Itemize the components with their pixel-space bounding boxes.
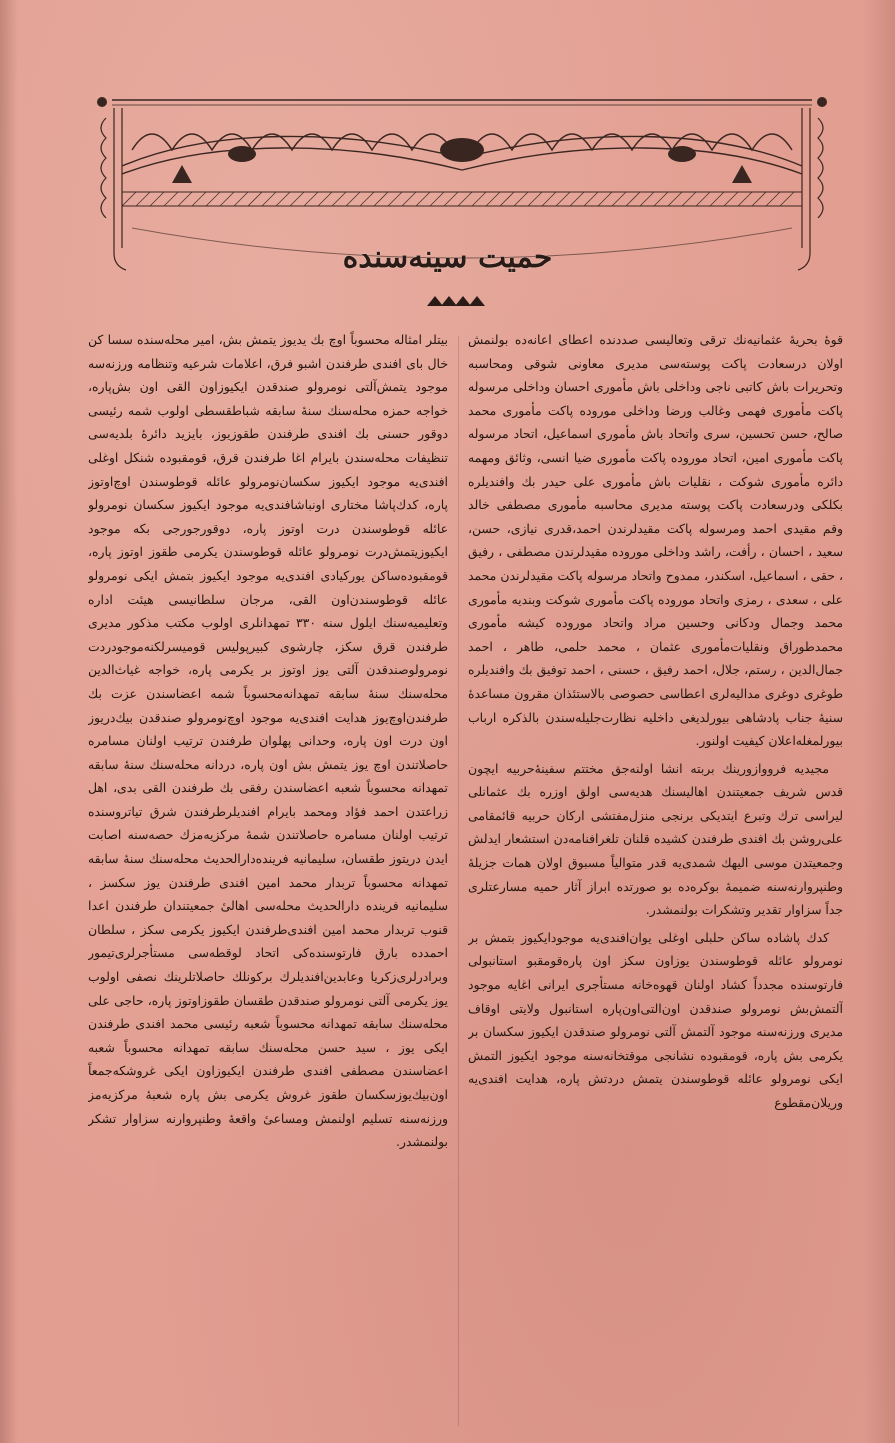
page-title: حمیت سینه‌سنده xyxy=(342,240,553,275)
left-column xyxy=(88,328,448,1428)
paragraph: مجیدیه فرووازورینك بربته انشا اولنه‌جق مختتم سفینهٔ‌حربیه ایچون قدس شریف جمعیتندن اهالیسنك هدیه‌سی اولق اوزره بك عثمانلی لیراسی ترك وتبرع ایتدیکی برنجی منزل‌مفتشی ارکان حربیه قائمقامی علی‌روشن بك افندی طرفندن کشیده قلنان تلغرافنامه‌دن استشعار ایدلش وجمعیتدن موسی الیهك شمدی‌یه قدر متوالیاً مسبوق اولان همات جزیلهٔ وطنپروارنه‌سنه ضمیمهٔ بوکره‌ده بو صورتده ابراز آثار حمیه مسارعتلری جداً سزاوار تقدیر وتشکرات بولنمشدر. xyxy=(468,760,843,918)
right-column xyxy=(468,328,843,1428)
paragraph: بیتلر امثاله محسوباً اوچ بك یدیوز یتمش بش، امیر محله‌سنده سسا کن خال بای افندی طرفندن اشبو فرق، اعلامات شرعیه وتنظامه ورزنه‌سه موجود یتمش‌آلتی نومرولو صندقدن ایکیوزاون القی اون بش‌پاره، خواجه حمزه محله‌سنك سنهٔ سابقه شباطقسطی اولوب شمه رئیسی دوقور حسنی بك افندی طرفندن طقوزیوز، بایزید دائرهٔ بلدیه‌سی تنظیفات محله‌سندن بایرام اغا طرفندن قرق، قومقبوده شنکل اوغلی افندی‌یه موجود ایکیوز سکسان‌نومرولو عائله قوطوسندن اوچ‌اوتوز پاره، کدك‌پاشا مختاری اونباشافندی‌یه موجود ایکیوز سکسان نومرولو عائله قوطوسندن درت اوتوز پاره، دوقورجورجی بکه موجود ایکیوزیتمش‌درت نومرولو عائله قوطوسندن یکرمی طقوز اوتوز پاره، قومقبوده‌ساکن یورکیادی افندی‌یه موجود ایکیوز بتمش ایکی نومرولو عائله قوطوسندن‌اون القی، مرجان سلطانیسی هیئت اداره وتعلیمیه‌سنك ایلول سنه ۳۳۰ تمهدانلری اولوب مکتب مذکور مدیری طرفندن قرق سکز، چارشوی کبیرپولیس قومیسرلکنه‌موجودردت نومرولوصندقدن آلتی یوز اوتوز بر یکرمی پاره، خواجه غیاث‌الدین محله‌سنك سنهٔ سابقه تمهدانه‌محسوباً شمه اعضاسندن عزت بك طرفندن‌اوچ‌یوز هدایت افندی‌یه موجود اوچ‌نومرولو صندقدن بیك‌دریوز اون درت اون پاره، وحدانی پهلوان طرفندن ترتیب اولنان مسامره حاصلاتندن اوچ یوز یتمش بش اون پاره، دردانه محله‌سنك سنهٔ سابقه تمهدانه محسوباً شعبه اعضاسندن رفقی بك طرفندن القی بدی، اهل زراعتدن احمد فؤاد ومحمد بایرام افندیلرطرفندن شرق تیاتروسنده ترتیب اولنان مسامره حاصلاتندن شمهٔ مرکزیه‌مزك حصه‌سنه اصابت ایدن دریتوز طقسان، سلیمانیه فرینده‌دارالحدیث محله‌سنك سنهٔ سابقه تمهدانه محسوباً تربدار محمد امین افندی طرفندن یوز سکسز ، سلیمانیه فرینده دارالحدیث محله‌سی اهالیٔ جمعیتندان طرفندن اعدا قنوب تربدار محمد امین افندی‌طرفندن ایکیوز یکرمی سکز ، سلطان احمدده بارق فارتوسنده‌کی اتحاد لوقطه‌سی مستأجرلری‌تیمور وبرادرلری‌زکریا وعابدین‌افندیلرك برکونلك حاصلاتلرینك نصفی اولوب یوز یکرمی آلتی نومرولو صندقدن طقسان طقوز‌اوتوز پاره، حاجی علی محله‌سنك سابقه تمهدانه محسوباً شعبه رئیسی محمد افندی طرفندن ایکی یوز ، سید حسن محله‌سنك سابقه تمهدانه محسوباً شعبه اعضاسندن مصطفی افندی طرفندن ایکیوزاون ایکی غروشکه‌جمعاً اون‌بیك‌یوزسکسان طقوز غروش یکرمی بش پاره شعبهٔ مرکزیه‌مز ورزنه‌سنه تسلیم اولنمش ومساعیٔ واقعهٔ وطنپروارنه سزاوار تشکر بولنمشدر. xyxy=(88,332,448,1150)
paragraph: قوهٔ بحریهٔ عثمانیه‌نك ترقی وتعالیسی صددنده اعطای اعانه‌ده بولنمش اولان درسعادت پاکت پوسته‌سی مدیری معاونی شوقی ومحاسبه وتحریرات باش کاتبی ناجی وداخلی باش مأموری احسان وداخلی مرسوله پاکت مأموری فهمی وغالب ورضا وداخلی موروده پاکت مأموری محمد صالح، حسن تحسین، سری واتحاد باش مأموری اسماعیل، اتحاد مرسوله پاکت مأموری امین، اتحاد موروده پاکت مأموری ضیا انسی، وثائق ومهمه دائره مأموری شوکت ، نقلیات باش مأموری علی حیدر بك وافندیلره بکلکی ودرسعادت پاکت پوسته مدیری محاسبه مأموری مصطفی خالد وقم مقیدی احمد ومرسوله پاکت مقیدلرندن احمد،قدری نیازی، حسن، سعید ، احسان ، رأفت، راشد وداخلی موروده مقیدلرندن مصطفی ، رفیق ، حقی ، اسماعیل، اسکندر، ممدوح واتحاد مرسوله پاکت مقیدلرندن محمد علی ، سعدی ، رمزی واتحاد موروده پاکت مأموری شوکت وبندیه مأموری محمد وجمال ودکانی وحسین مراد واتحاد موروده کیشه مأموری محمد‌طوراق ونقلیات‌مأموری عثمان ، محمد حلمی، طاهر ، احمد جمال‌الدین ، رستم، جلال، احمد رفیق ، حسنی ، احمد توفیق بك وافندیلره طوغری دوغری مدالیه‌لری اعطاسی حصوصی بالاستئذان مقرون مساعدهٔ سنیهٔ جناب پادشاهی بیورلدیغی داخلیه نظارت‌جلیله‌سندن بالذکره ارباب بیورلمغله‌اعلان کیفیت اولنور. xyxy=(468,332,843,749)
paragraph: کدك پاشاده ساکن حلبلی اوغلی یوان‌افندی‌یه موجودایکیوز بتمش بر نومرولو عائله قوطوسندن یوزاون سکز اون پاره‌قومقبو استانبولی فارتوسنده مجدداً کشاد اولنان قهوه‌خانه مستأجری ایرانی اغایه موجود آلتمش‌بش نومرولو صندقدن اون‌التی‌اون‌پاره استانبول ولایتی اوقاف مدیری ورزنه‌سنه موجود آلتمش آلتی نومرولو صندقدن ایکیوز سکسان بر یکرمی بش پاره، قومقبوده نشانجی موقتخانه‌سنه موجود ایکیوز التمش ایکی نومرولو عائله قوطوسندن یتمش دردتش پاره، هدایت افندی‌یه وریلان‌مقطوع xyxy=(468,929,843,1110)
title-ornament-icon xyxy=(425,294,485,308)
article-columns xyxy=(0,328,895,1433)
